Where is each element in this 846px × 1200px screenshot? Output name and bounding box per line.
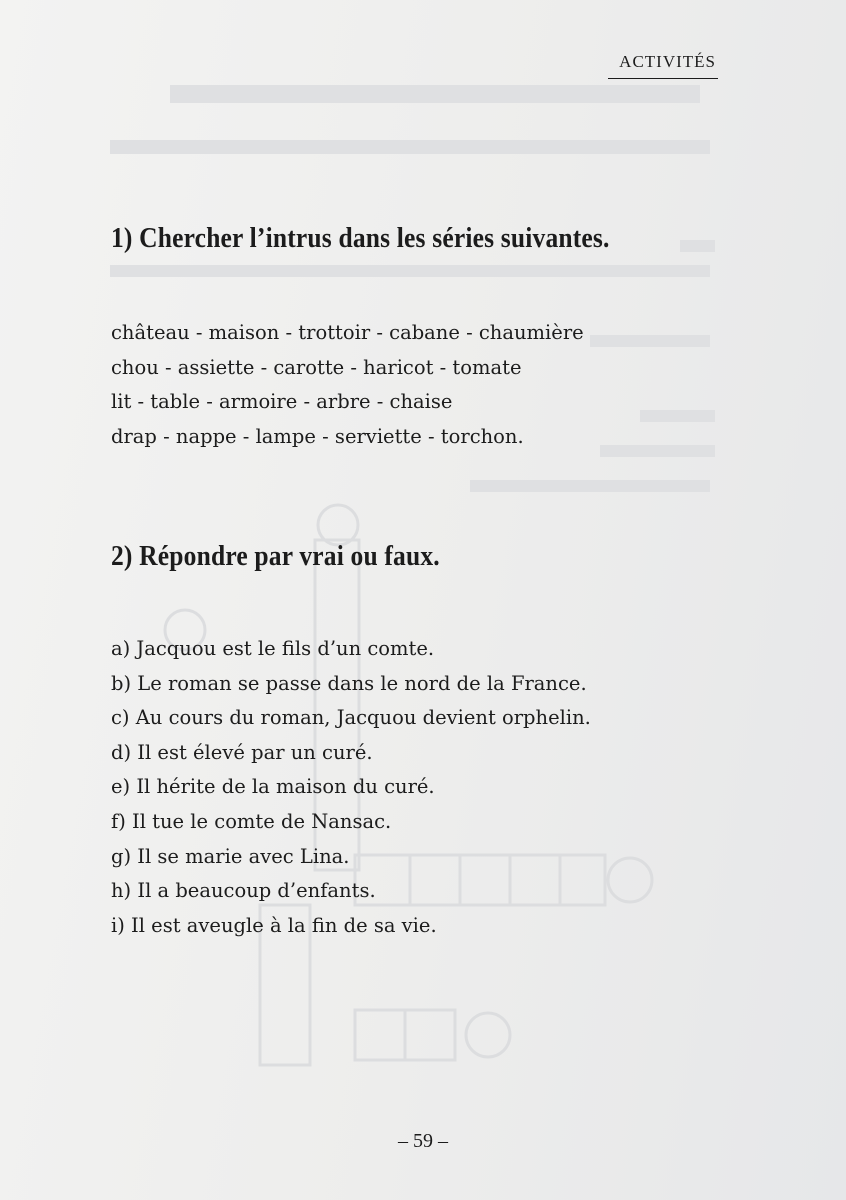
header-rule bbox=[608, 78, 718, 79]
statement-item: f) Il tue le comte de Nansac. bbox=[111, 809, 392, 833]
exercise-1-series bbox=[111, 316, 584, 454]
statement-item: d) Il est élevé par un curé. bbox=[111, 740, 373, 764]
statement-item: a) Jacquou est le fils d’un comte. bbox=[111, 637, 435, 660]
statement-item: b) Le roman se passe dans le nord de la France. bbox=[111, 671, 587, 695]
statement-item: i) Il est aveugle à la fin de sa vie. bbox=[111, 913, 437, 937]
page-number: – 59 – bbox=[398, 1130, 448, 1152]
running-header: ACTIVITÉS bbox=[619, 52, 716, 71]
statement-item: g) Il se marie avec Lina. bbox=[111, 844, 350, 868]
exercise-1-title: 1) Chercher l’intrus dans les séries suivantes. bbox=[111, 222, 610, 254]
exercise-2-title: 2) Répondre par vrai ou faux. bbox=[111, 540, 440, 572]
series-line: chou - assiette - carotte - haricot - tomate bbox=[111, 355, 522, 379]
statement-item: c) Au cours du roman, Jacquou devient orphelin. bbox=[111, 706, 591, 730]
series-line: château - maison - trottoir - cabane - chaumière bbox=[111, 321, 584, 344]
series-line: lit - table - armoire - arbre - chaise bbox=[111, 390, 453, 413]
statement-item: e) Il hérite de la maison du curé. bbox=[111, 775, 435, 799]
series-line: drap - nappe - lampe - serviette - torchon. bbox=[111, 424, 524, 448]
statement-item: h) Il a beaucoup d’enfants. bbox=[111, 879, 376, 903]
exercise-2-statements bbox=[111, 632, 591, 943]
